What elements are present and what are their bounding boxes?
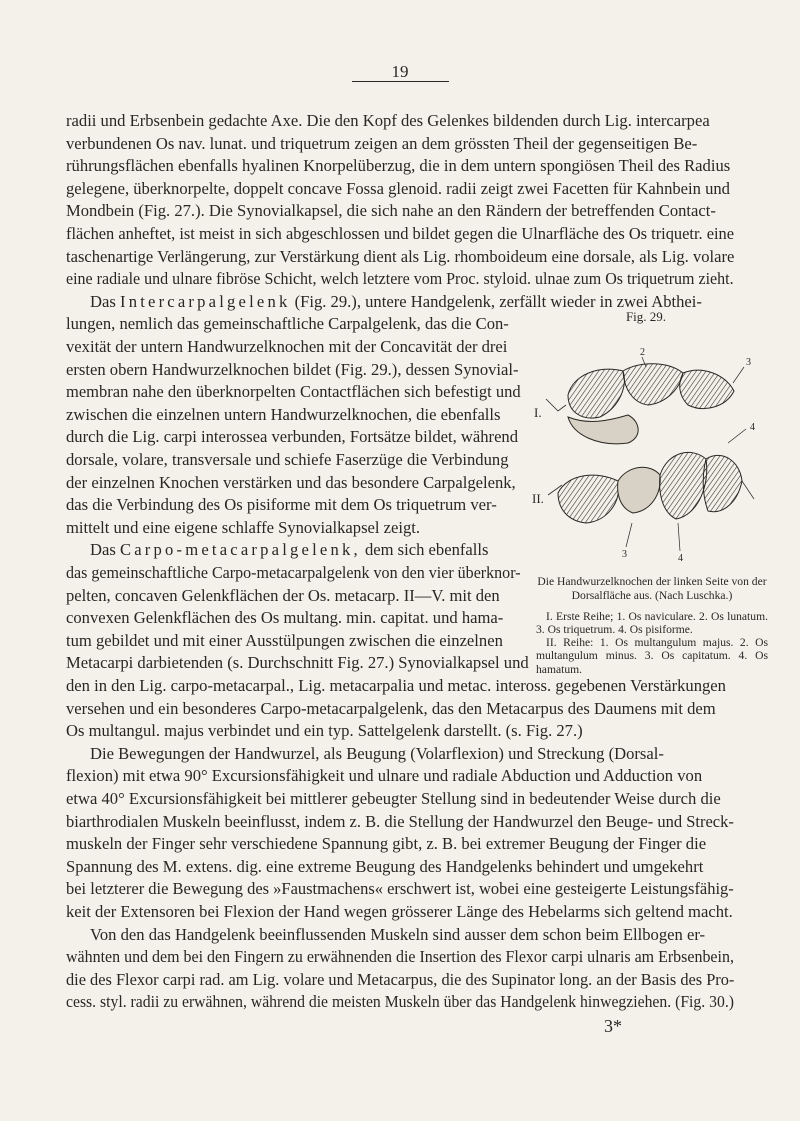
text-line: etwa 40° Excursionsfähigkeit bei mittlerer gebeugter Stellung sind in bedeutender Weise durch die: [66, 789, 721, 808]
text-line: durch die Lig. carpi interossea verbunden, Fortsätze bildet, während: [66, 427, 519, 447]
text-line: verbundenen Os nav. lunat. und triquetrum zeigen an dem grössten Theil der gegenseitigen Be-: [66, 133, 698, 153]
text-line: keit der Extensoren bei Flexion der Hand wegen grösserer Länge des Hebelarms sich geltend macht.: [66, 902, 733, 921]
bone-number: 2: [640, 347, 645, 359]
text-line: vexität der untern Handwurzelknochen mit der Concavität der drei: [66, 337, 508, 356]
text-line: Metacarpi darbietenden (s. Durchschnitt Fig. 27.) Synovialkapsel und: [66, 653, 529, 673]
text-line: convexen Gelenkflächen des Os multang. min. capitat. und hama-: [66, 608, 504, 628]
bone-number: 4: [750, 422, 755, 434]
text-line: muskeln der Finger sehr verschiedene Spannung gibt, z. B. bei extremer Beugung der Finger die: [66, 834, 707, 854]
signature-mark: 3*: [604, 1016, 622, 1036]
text-line: wähnten und dem bei den Fingern zu erwähnenden die Insertion des Flexor carpi ulnaris am Erbsenbein,: [66, 947, 734, 967]
text-line: den in den Lig. carpo-metacarpal., Lig. metacarpalia und metac. inteross. gegebenen Verstärkungen: [66, 676, 726, 695]
text-line: radii und Erbsenbein gedachte Axe. Die den Kopf des Gelenkes bildenden durch Lig. intercarpea: [66, 111, 710, 130]
text-line: Os multangul. majus verbindet und ein typ. Sattelgelenk darstellt. (s. Fig. 27.): [66, 721, 583, 741]
paragraph-movements-start: Die Bewegungen der Handwurzel, als Beugung (Volarflexion) und Streckung (Dorsal-: [90, 743, 664, 763]
caption-row-ii: II. Reihe: 1. Os multangulum majus. 2. Os multangulum minus. 3. Os capitatum. 4. Os hamatum.: [536, 636, 768, 676]
text-line: cess. styl. radii zu erwähnen, während die meisten Muskeln über das Handgelenk hinwegziehen. (Fig. 30.): [66, 992, 734, 1012]
text-line: eine radiale und ulnare fibröse Schicht, welch letztere vom Proc. styloid. ulnae zum Os triquetrum zieht.: [66, 269, 734, 289]
bone-number: 3: [622, 549, 627, 561]
text-line: versehen und ein besonderes Carpo-metacarpalgelenk, das den Metacarpus des Daumens mit dem: [66, 698, 716, 718]
figure-caption: [536, 575, 768, 675]
figure-title: Fig. 29.: [625, 309, 667, 325]
row-label-ii: II.: [532, 491, 544, 507]
text-line: das die Verbindung des Os pisiforme mit dem Os triquetrum ver-: [66, 495, 497, 515]
figure-29: [528, 309, 764, 589]
paragraph-muscles-start: Von den das Handgelenk beeinflussenden Muskeln sind ausser dem schon beim Ellbogen er-: [90, 924, 706, 944]
bone-number: 4: [678, 553, 683, 565]
row-label-i: I.: [534, 405, 542, 421]
page-number: 19: [0, 62, 800, 82]
paragraph-intercarpal-start: Das Intercarpalgelenk (Fig. 29.), untere Handgelenk, zerfällt wieder in zwei Abthei-: [90, 291, 702, 311]
text-line: tum gebildet und mit einer Ausstülpungen zwischen die einzelnen: [66, 630, 503, 650]
text-line: taschenartige Verlängerung, zur Verstärkung dient als Lig. rhomboideum eine dorsale, als Lig. volare: [66, 246, 735, 266]
text-line: der einzelnen Knochen verstärken und das besondere Carpalgelenk,: [66, 472, 516, 492]
text-line: ersten obern Handwurzelknochen bildet (Fig. 29.), dessen Synovial-: [66, 359, 519, 379]
text-line: dorsale, volare, transversale und schiefe Faserzüge die Verbindung: [66, 450, 509, 469]
carpal-bones-illustration: [528, 325, 764, 589]
text-line: die des Flexor carpi rad. am Lig. volare und Metacarpus, die des Supinator long. an der Basis des Pro-: [66, 969, 735, 989]
caption-row-i: I. Erste Reihe; 1. Os naviculare. 2. Os lunatum. 3. Os triquetrum. 4. Os pisiforme.: [536, 609, 768, 636]
text-line: biarthrodialen Muskeln beeinflusst, indem z. B. die Stellung der Handwurzel den Beuge- und Streck-: [66, 811, 734, 831]
text-line: zwischen die einzelnen untern Handwurzelknochen, die ebenfalls: [66, 404, 501, 424]
bone-number: 3: [746, 357, 751, 369]
text-line: flächen anheftet, ist meist in sich abgeschlossen und bildet gegen die Ulnarfläche des Os triquetr. eine: [66, 224, 735, 243]
text-line: Spannung des M. extens. dig. eine extreme Beugung des Handgelenks behindert und umgekehrt: [66, 856, 704, 876]
text-line: rührungsflächen ebenfalls hyalinen Knorpelüberzug, die in dem untern spongiösen Theil des Radius: [66, 156, 731, 176]
caption-title: Die Handwurzelknochen der linken Seite von der Dorsalfläche aus. (Nach Luschka.): [537, 575, 767, 602]
text-line: mittelt und eine eigene schlaffe Synovialkapsel zeigt.: [66, 517, 421, 537]
text-line: Mondbein (Fig. 27.). Die Synovialkapsel, die sich nahe an den Rändern der betreffenden Contact-: [66, 201, 716, 221]
text-line: membran nahe den überknorpelten Contactflächen sich befestigt und: [66, 382, 521, 402]
paragraph-carpometacarpal-start: Das Carpo-metacarpalgelenk, dem sich ebenfalls: [90, 540, 489, 560]
text-line: pelten, concaven Gelenkflächen der Os. metacarp. II—V. mit den: [66, 585, 500, 605]
text-line: lungen, nemlich das gemeinschaftliche Carpalgelenk, das die Con-: [66, 314, 509, 334]
text-line: gelegene, überknorpelte, doppelt concave Fossa glenoid. radii zeigt zwei Facetten für Kahnbein und: [66, 178, 730, 198]
text-line: bei letzterer die Bewegung des »Faustmachens« erschwert ist, wobei eine gesteigerte Leistungsfähig-: [66, 879, 734, 899]
text-line: flexion) mit etwa 90° Excursionsfähigkeit und ulnare und radiale Abduction und Adduction von: [66, 766, 703, 786]
text-line: das gemeinschaftliche Carpo-metacarpalgelenk von den vier überknor-: [66, 563, 521, 582]
